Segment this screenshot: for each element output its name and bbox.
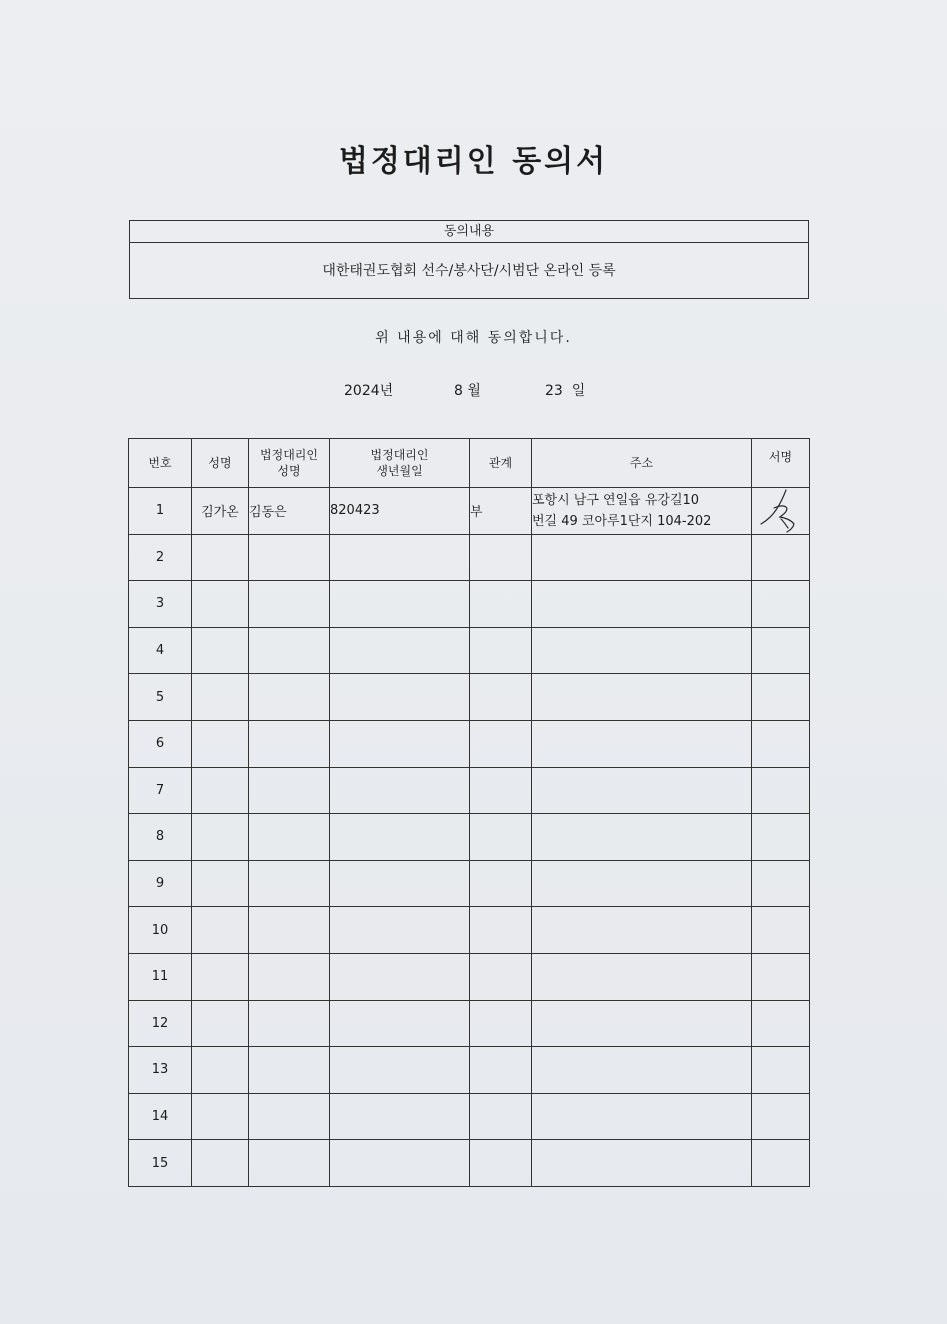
row-student-name: [192, 860, 249, 907]
row-student-name: [192, 1140, 249, 1187]
table-row: [129, 1140, 810, 1187]
header-guardian-birth: [330, 439, 470, 488]
row-guardian-name: [249, 767, 330, 814]
row-relation: [470, 627, 532, 674]
row-student-name: [192, 674, 249, 721]
row-relation: [470, 1140, 532, 1187]
row-signature: [752, 767, 810, 814]
row-address: [532, 767, 752, 814]
row-student-name: [192, 627, 249, 674]
consent-content-box: [129, 220, 809, 299]
row-student-name: [192, 1047, 249, 1094]
registration-table: [128, 438, 810, 1187]
table-row: [129, 581, 810, 628]
row-guardian-name: [249, 627, 330, 674]
table-row: [129, 767, 810, 814]
row-relation: [470, 953, 532, 1000]
row-student-name: [192, 953, 249, 1000]
row-address: [532, 1000, 752, 1047]
header-signature: 서명: [752, 439, 810, 488]
row-signature: [752, 860, 810, 907]
row-guardian-name: [249, 814, 330, 861]
row-address: [532, 534, 752, 581]
agreement-statement: 위 내용에 대해 동의합니다.: [375, 330, 572, 346]
row-student-name: [192, 534, 249, 581]
row-relation: [470, 814, 532, 861]
row-guardian-birth: [330, 1140, 470, 1187]
date-month: 8 월: [454, 383, 481, 399]
row-relation: [470, 534, 532, 581]
table-row: [129, 1000, 810, 1047]
row-student-name: 김가온: [192, 488, 249, 535]
row-address: [532, 814, 752, 861]
consent-content-header: 동의내용: [130, 221, 808, 243]
row-guardian-name: [249, 1093, 330, 1140]
row-number: 1: [129, 488, 192, 535]
row-address: [532, 581, 752, 628]
header-guardian-birth-line2: 생년월일: [376, 464, 423, 478]
row-guardian-birth: [330, 860, 470, 907]
row-guardian-name: [249, 1140, 330, 1187]
row-number: 4: [129, 627, 192, 674]
row-guardian-birth: [330, 814, 470, 861]
row-student-name: [192, 767, 249, 814]
table-row: [129, 627, 810, 674]
row-signature: [752, 1047, 810, 1094]
row-relation: [470, 907, 532, 954]
row-signature: [752, 1000, 810, 1047]
row-number: 11: [129, 953, 192, 1000]
date-year: 2024년: [344, 383, 394, 399]
row-guardian-birth: [330, 1000, 470, 1047]
row-relation: [470, 1000, 532, 1047]
row-number: 3: [129, 581, 192, 628]
table-row: [129, 534, 810, 581]
row-student-name: [192, 1000, 249, 1047]
header-relation: 관계: [470, 439, 532, 488]
row-address: [532, 627, 752, 674]
header-name: 성명: [192, 439, 249, 488]
row-address: [532, 674, 752, 721]
row-number: 15: [129, 1140, 192, 1187]
table-row: [129, 860, 810, 907]
row-signature: [752, 674, 810, 721]
row-number: 5: [129, 674, 192, 721]
row-guardian-birth: 820423: [330, 488, 470, 535]
row-number: 12: [129, 1000, 192, 1047]
row-guardian-birth: [330, 720, 470, 767]
row-guardian-birth: [330, 1047, 470, 1094]
row-guardian-birth: [330, 907, 470, 954]
row-guardian-name: 김동은: [249, 488, 330, 535]
row-address: [532, 953, 752, 1000]
row-signature: [752, 581, 810, 628]
table-row: [129, 907, 810, 954]
row-student-name: [192, 1093, 249, 1140]
row-guardian-name: [249, 1047, 330, 1094]
row-guardian-birth: [330, 627, 470, 674]
row-address: [532, 1047, 752, 1094]
header-guardian-name-line1: 법정대리인: [260, 448, 318, 462]
row-guardian-name: [249, 1000, 330, 1047]
row-signature: [752, 534, 810, 581]
row-guardian-name: [249, 674, 330, 721]
row-signature: [752, 627, 810, 674]
row-signature: [752, 1093, 810, 1140]
row-address-line2: 번길 49 코아루1단지 104-202: [532, 513, 712, 529]
table-row: [129, 1093, 810, 1140]
row-guardian-birth: [330, 534, 470, 581]
row-relation: 부: [470, 488, 532, 535]
row-signature: [752, 953, 810, 1000]
row-relation: [470, 1047, 532, 1094]
row-address-line1: 포항시 남구 연일읍 유강길10: [532, 492, 700, 508]
row-guardian-birth: [330, 953, 470, 1000]
date-day: 23 일: [545, 383, 586, 399]
row-signature: [752, 720, 810, 767]
row-signature: [752, 488, 810, 535]
row-student-name: [192, 720, 249, 767]
row-relation: [470, 767, 532, 814]
row-guardian-name: [249, 720, 330, 767]
row-student-name: [192, 907, 249, 954]
row-address: [532, 488, 752, 535]
table-row: [129, 674, 810, 721]
row-address: [532, 720, 752, 767]
row-address: [532, 1093, 752, 1140]
row-guardian-name: [249, 860, 330, 907]
table-row: [129, 1047, 810, 1094]
row-signature: [752, 814, 810, 861]
document-title: 법정대리인 동의서: [338, 144, 609, 179]
header-guardian-name: [249, 439, 330, 488]
consent-content-body: 대한태권도협회 선수/봉사단/시범단 온라인 등록: [322, 263, 616, 279]
row-relation: [470, 860, 532, 907]
row-relation: [470, 1093, 532, 1140]
row-guardian-name: [249, 907, 330, 954]
row-relation: [470, 720, 532, 767]
header-number: 번호: [129, 439, 192, 488]
table-row: [129, 488, 810, 535]
row-signature: [752, 907, 810, 954]
row-signature: [752, 1140, 810, 1187]
row-number: 13: [129, 1047, 192, 1094]
row-student-name: [192, 814, 249, 861]
row-number: 14: [129, 1093, 192, 1140]
row-number: 9: [129, 860, 192, 907]
row-guardian-name: [249, 581, 330, 628]
row-guardian-birth: [330, 1093, 470, 1140]
row-guardian-name: [249, 953, 330, 1000]
row-address: [532, 907, 752, 954]
row-number: 6: [129, 720, 192, 767]
handwritten-signature: [756, 488, 806, 533]
row-number: 8: [129, 814, 192, 861]
row-relation: [470, 674, 532, 721]
row-number: 10: [129, 907, 192, 954]
row-guardian-name: [249, 534, 330, 581]
row-address: [532, 860, 752, 907]
header-guardian-birth-line1: 법정대리인: [370, 448, 429, 462]
table-row: [129, 953, 810, 1000]
row-student-name: [192, 581, 249, 628]
row-number: 7: [129, 767, 192, 814]
row-guardian-birth: [330, 674, 470, 721]
row-address: [532, 1140, 752, 1187]
table-row: [129, 814, 810, 861]
header-address: 주소: [532, 439, 752, 488]
table-header-row: [129, 439, 810, 488]
table-row: [129, 720, 810, 767]
row-relation: [470, 581, 532, 628]
row-number: 2: [129, 534, 192, 581]
header-guardian-name-line2: 성명: [277, 464, 301, 478]
row-guardian-birth: [330, 581, 470, 628]
row-guardian-birth: [330, 767, 470, 814]
